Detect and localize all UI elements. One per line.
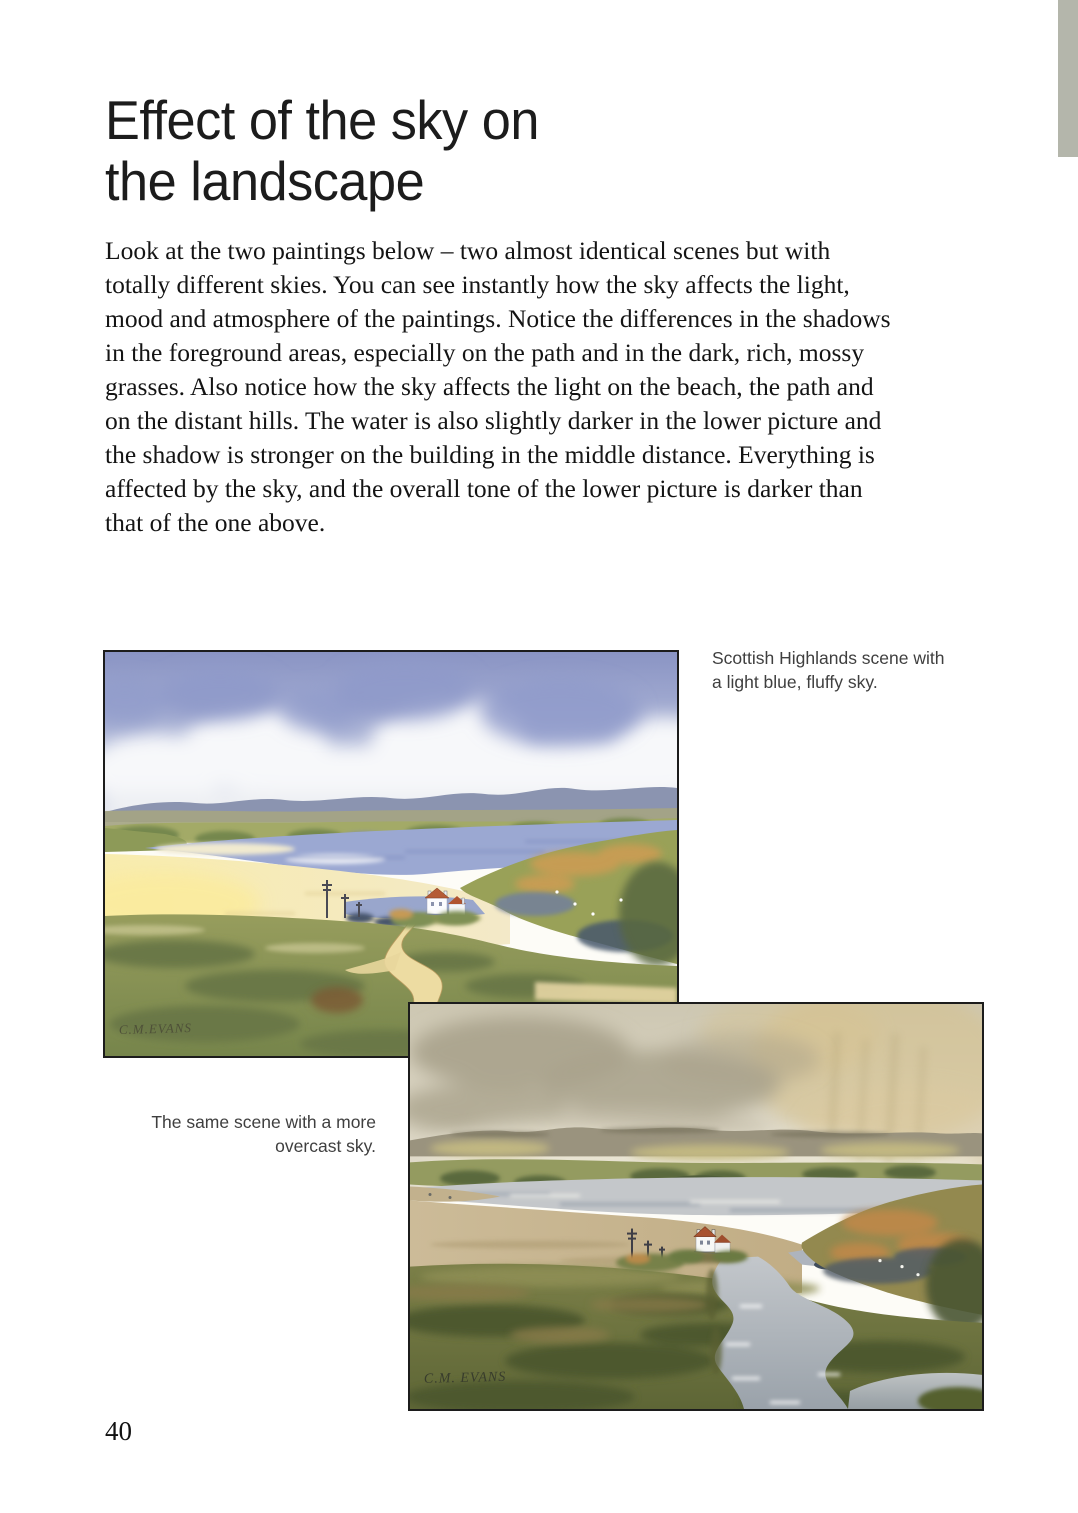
page-title-line1: Effect of the sky on <box>105 89 539 151</box>
page-title-line2: the landscape <box>105 150 425 212</box>
painting-light-sky-art <box>105 652 677 1056</box>
caption-light-sky: Scottish Highlands scene with a light blue, fluffy sky. <box>712 648 945 692</box>
page-number: 40 <box>105 1416 132 1446</box>
body-text: Look at the two paintings below – two almost identical scenes but with totally different skies. You can see instantly how the sky affects the light, mood and atmosphere of the paintings. Notice the differences in the shadows in the foreground areas, especially on the path and in the dark, rich, mossy grasses. Also notice how the sky affects the light on the beach, the path and on the distant hills. The water is also slightly darker in the lower picture and the shadow is stronger on the building in the middle distance. Everything is affected by the sky, and the overall tone of the lower picture is darker than that of the one above. <box>105 236 891 537</box>
artist-signature: C.M. EVANS <box>423 1369 507 1387</box>
painting-light-sky <box>103 650 679 1058</box>
caption-overcast-sky: The same scene with a more overcast sky. <box>151 1112 376 1156</box>
artist-signature: C.M.EVANS <box>118 1020 193 1037</box>
page-title <box>105 90 539 212</box>
painting-overcast-sky-art <box>410 1004 982 1409</box>
chapter-edge-tab <box>1058 0 1078 157</box>
painting-overcast-sky <box>408 1002 984 1411</box>
